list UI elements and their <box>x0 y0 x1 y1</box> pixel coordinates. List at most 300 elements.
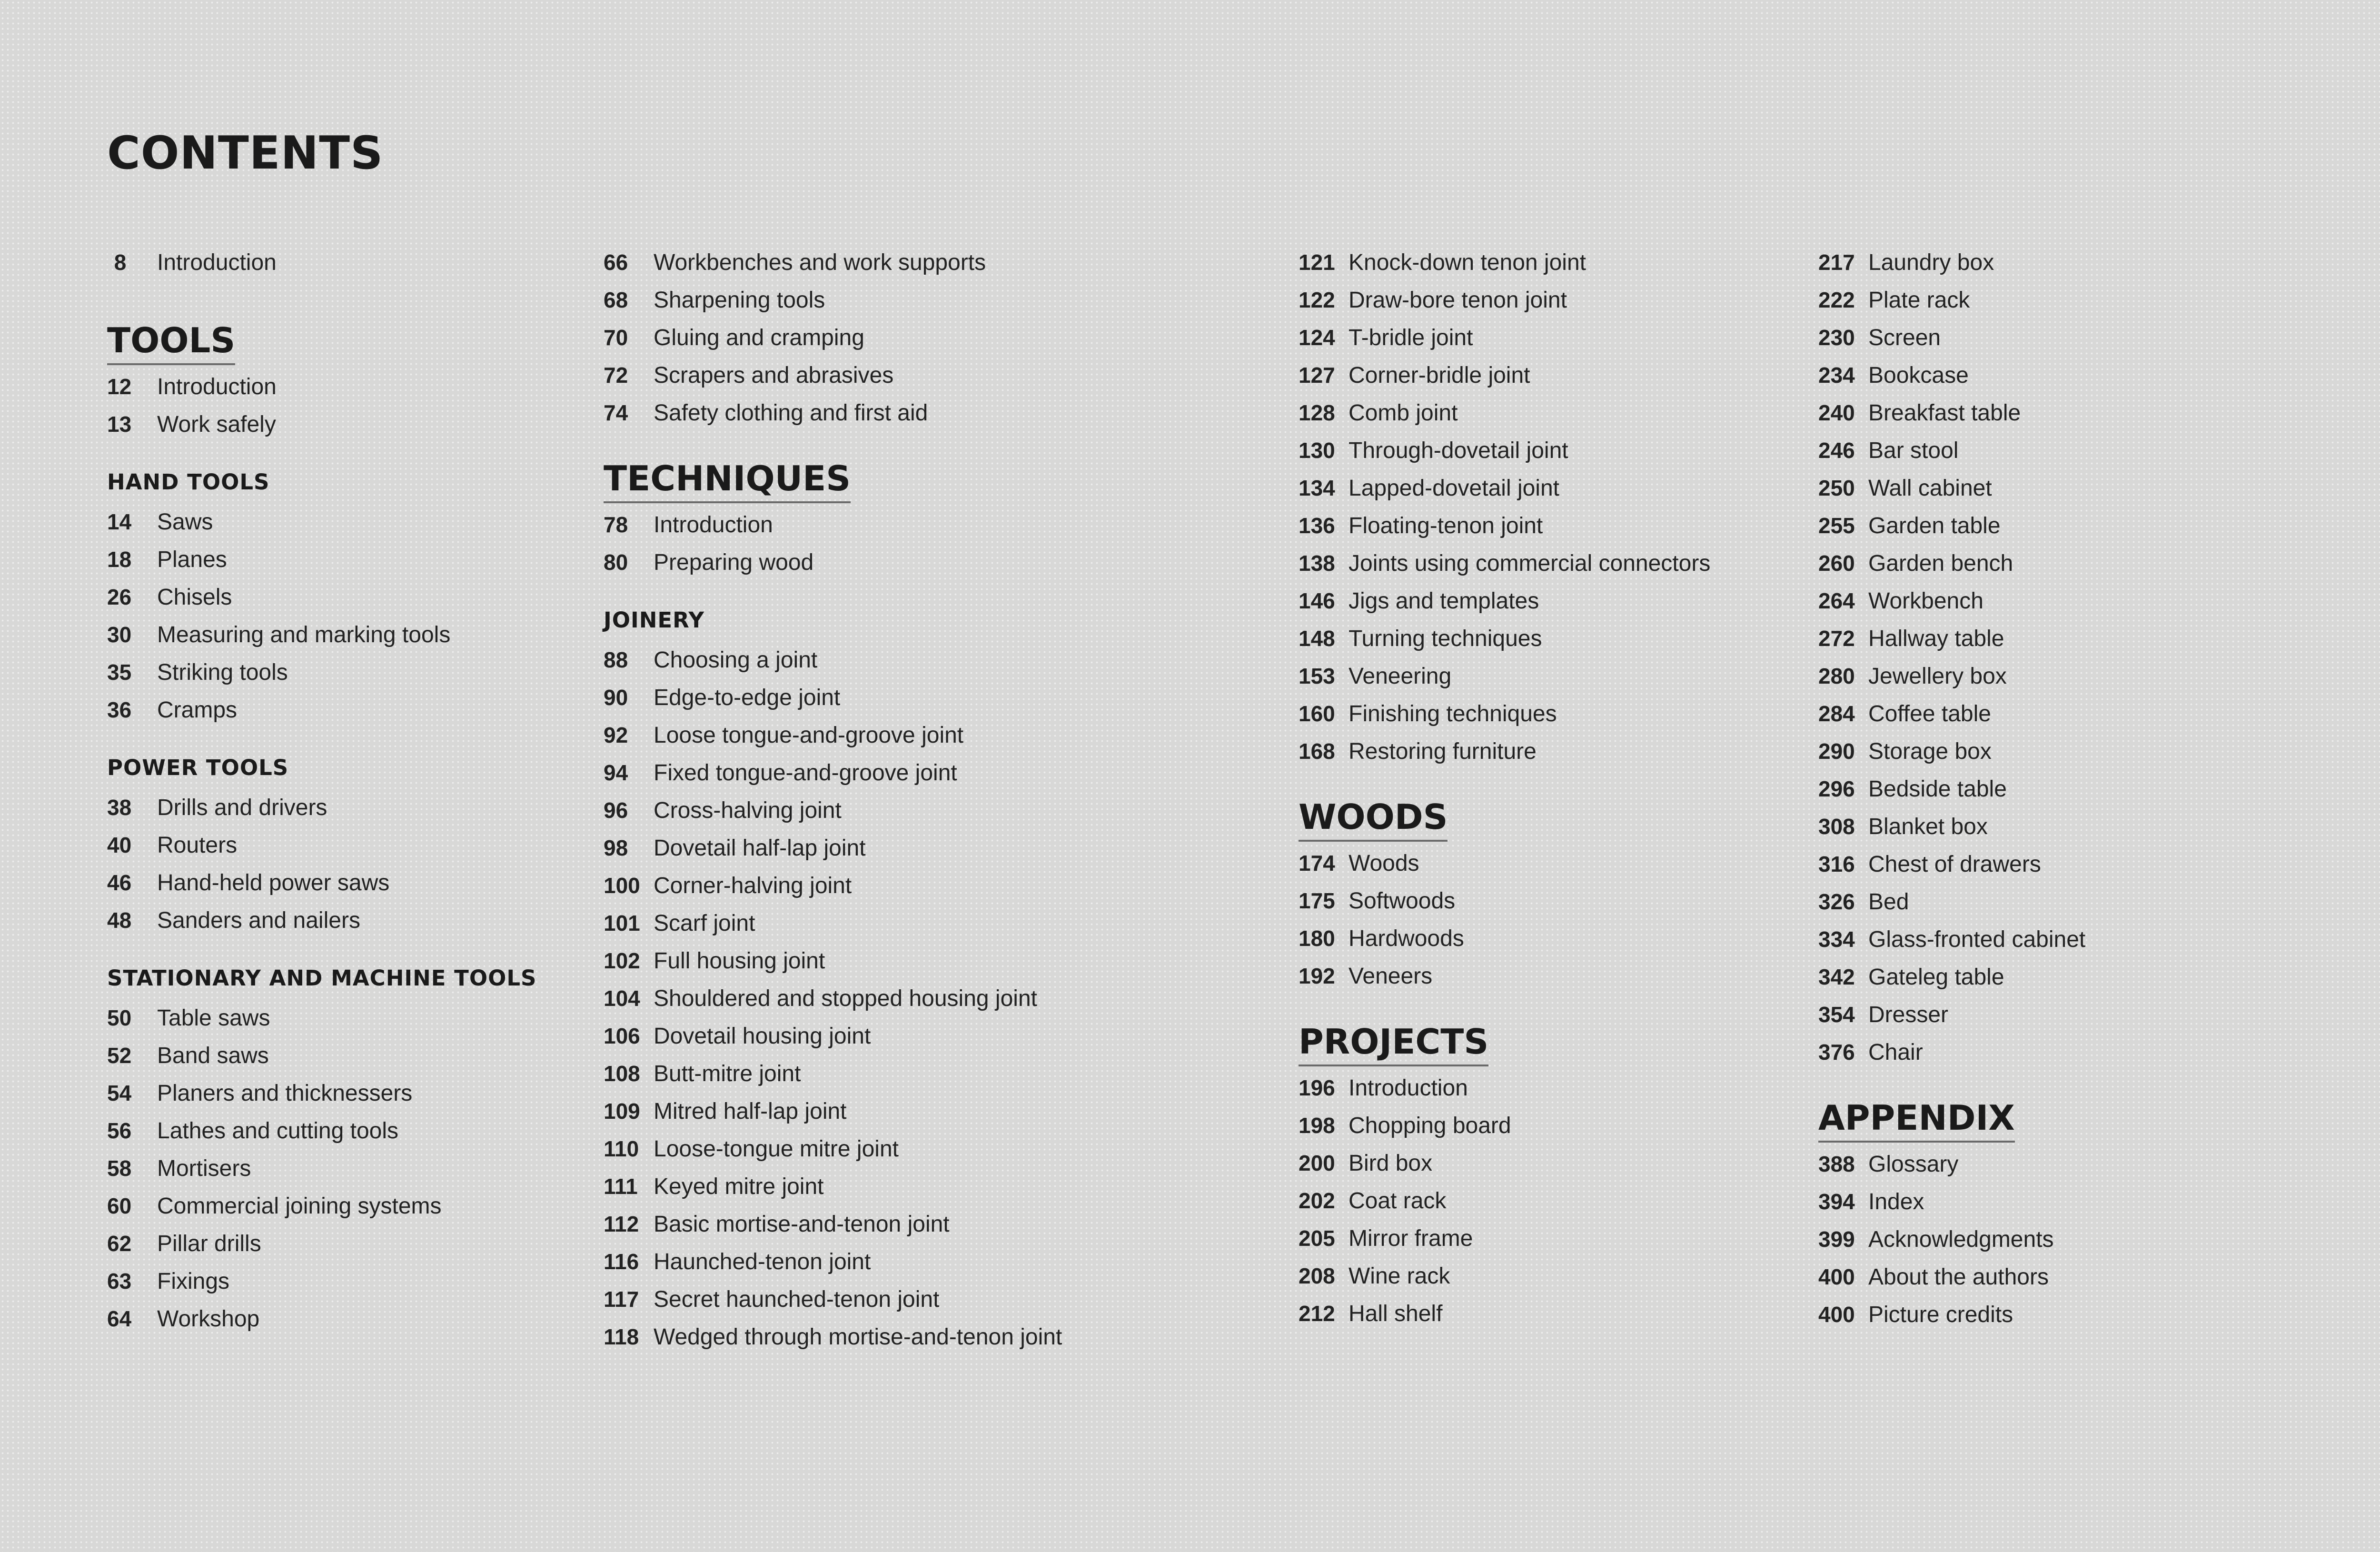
page-number: 121 <box>1299 250 1335 275</box>
page-number: 101 <box>604 911 640 935</box>
entry-title: Pillar drills <box>157 1231 261 1256</box>
page-number: 255 <box>1818 513 1855 538</box>
toc-entry[interactable] <box>604 244 1062 281</box>
page-number: 64 <box>107 1306 132 1331</box>
subsection-heading-stationary-machine-tools: STATIONARY AND MACHINE TOOLS <box>107 965 537 991</box>
page-number: 117 <box>604 1287 639 1312</box>
toc-entry[interactable] <box>1299 920 1710 957</box>
entry-title: Fixed tongue-and-groove joint <box>654 760 957 786</box>
page-number: 230 <box>1818 325 1855 350</box>
page-number: 40 <box>107 833 132 857</box>
toc-entry[interactable] <box>1299 582 1710 620</box>
toc-entry[interactable] <box>107 789 536 826</box>
entry-title: Chopping board <box>1349 1113 1511 1138</box>
entry-title: T-bridle joint <box>1349 325 1473 350</box>
page-number: 316 <box>1818 852 1855 876</box>
entry-title: Bedside table <box>1868 776 2007 802</box>
page-number: 272 <box>1818 626 1855 651</box>
entry-title: Joints using commercial connectors <box>1349 551 1711 576</box>
page-number: 60 <box>107 1194 132 1218</box>
toc-entry[interactable] <box>604 1243 1062 1281</box>
page-number: 110 <box>604 1136 639 1161</box>
toc-entry[interactable] <box>1818 432 2085 469</box>
page-number: 202 <box>1299 1188 1335 1213</box>
page-number: 14 <box>107 509 132 534</box>
toc-entry[interactable] <box>107 1150 536 1187</box>
toc-entry[interactable] <box>604 980 1062 1017</box>
page-number: 394 <box>1818 1189 1855 1214</box>
page-number: 175 <box>1299 888 1335 913</box>
page-number: 388 <box>1818 1152 1855 1176</box>
toc-entry[interactable] <box>1299 1107 1710 1144</box>
page-number: 90 <box>604 685 628 710</box>
toc-entry[interactable] <box>604 679 1062 716</box>
section-heading-tools: TOOLS <box>107 318 235 365</box>
entry-title: Garden table <box>1868 513 2001 538</box>
toc-entry[interactable] <box>107 1263 536 1300</box>
toc-entry[interactable] <box>604 716 1062 754</box>
page-number: 400 <box>1818 1264 1855 1289</box>
toc-entry[interactable] <box>1818 1296 2085 1333</box>
page-number: 160 <box>1299 701 1335 726</box>
entry-title: Finishing techniques <box>1349 701 1557 726</box>
entry-title: Coat rack <box>1349 1188 1447 1214</box>
page-number: 94 <box>604 760 628 785</box>
toc-entry[interactable] <box>1818 883 2085 921</box>
entry-title: Jewellery box <box>1868 664 2007 689</box>
entry-title: Introduction <box>654 512 773 537</box>
entry-title: Lapped-dovetail joint <box>1349 476 1559 501</box>
toc-column-3 <box>1299 244 1710 1333</box>
subsection-heading-power-tools: POWER TOOLS <box>107 755 289 780</box>
toc-entry[interactable] <box>604 754 1062 792</box>
toc-entry[interactable] <box>107 1225 536 1263</box>
entry-title: Saws <box>157 509 213 535</box>
entry-title: Softwoods <box>1349 888 1456 914</box>
toc-entry[interactable] <box>1818 657 2085 695</box>
page-number: 200 <box>1299 1151 1335 1175</box>
page-number: 400 <box>1818 1302 1855 1327</box>
page-number: 116 <box>604 1249 639 1274</box>
page-number: 326 <box>1818 889 1855 914</box>
page-number: 280 <box>1818 664 1855 688</box>
toc-entry[interactable] <box>1299 1069 1710 1107</box>
page-number: 96 <box>604 798 628 823</box>
page-number: 334 <box>1818 927 1855 952</box>
entry-title: About the authors <box>1868 1264 2049 1290</box>
entry-title: Index <box>1868 1189 1924 1214</box>
toc-entry[interactable] <box>604 905 1062 942</box>
toc-entry[interactable] <box>1818 1145 2085 1183</box>
page-number: 72 <box>604 363 628 388</box>
section-heading-projects: PROJECTS <box>1299 1020 1488 1066</box>
entry-title: Garden bench <box>1868 551 2013 576</box>
toc-entry[interactable] <box>604 1281 1062 1318</box>
page-number: 54 <box>107 1081 132 1105</box>
toc-entry[interactable] <box>1299 620 1710 657</box>
entry-title: Hall shelf <box>1349 1301 1443 1326</box>
toc-entry[interactable] <box>1299 469 1710 507</box>
entry-title: Secret haunched-tenon joint <box>654 1287 940 1312</box>
page-number: 92 <box>604 723 628 747</box>
subsection-heading-joinery: JOINERY <box>604 607 704 633</box>
toc-entry[interactable] <box>1818 281 2085 319</box>
page-number: 104 <box>604 986 640 1011</box>
page-number: 354 <box>1818 1002 1855 1027</box>
page-number: 240 <box>1818 400 1855 425</box>
toc-entry[interactable] <box>604 829 1062 867</box>
page-number: 38 <box>107 795 132 820</box>
toc-entry[interactable] <box>1818 846 2085 883</box>
entry-title: Edge-to-edge joint <box>654 685 841 710</box>
entry-title: Measuring and marking tools <box>157 622 451 647</box>
entry-title: Comb joint <box>1349 400 1458 426</box>
toc-entry[interactable] <box>107 999 536 1037</box>
entry-title: Sanders and nailers <box>157 908 360 933</box>
page-number: 74 <box>604 400 628 425</box>
toc-entry[interactable] <box>1818 695 2085 733</box>
toc-column-4 <box>1818 244 2085 1333</box>
page-number: 106 <box>604 1024 640 1048</box>
toc-entry[interactable] <box>107 654 536 691</box>
toc-entry[interactable] <box>604 544 1062 581</box>
entry-title: Introduction <box>157 250 277 275</box>
entry-title: Draw-bore tenon joint <box>1349 288 1567 313</box>
toc-entry[interactable] <box>107 902 536 939</box>
entry-title: Band saws <box>157 1043 269 1068</box>
entry-title: Basic mortise-and-tenon joint <box>654 1212 950 1237</box>
toc-entry[interactable] <box>107 406 536 443</box>
page-number: 290 <box>1818 739 1855 764</box>
page-number: 146 <box>1299 588 1335 613</box>
page-number: 212 <box>1299 1301 1335 1326</box>
entry-title: Chest of drawers <box>1868 852 2041 877</box>
toc-entry[interactable] <box>1299 394 1710 432</box>
entry-title: Screen <box>1868 325 1941 350</box>
toc-entry[interactable] <box>1299 695 1710 733</box>
toc-entry[interactable] <box>107 1037 536 1074</box>
page-number: 234 <box>1818 363 1855 388</box>
toc-entry[interactable] <box>604 942 1062 980</box>
toc-entry[interactable] <box>1818 545 2085 582</box>
entry-title: Corner-halving joint <box>654 873 852 898</box>
entry-title: Mortisers <box>157 1156 251 1181</box>
toc-entry[interactable] <box>107 1187 536 1225</box>
toc-entry[interactable] <box>604 506 1062 544</box>
toc-entry[interactable] <box>1818 357 2085 394</box>
entry-title: Cramps <box>157 697 238 723</box>
page-number: 260 <box>1818 551 1855 576</box>
page-number: 198 <box>1299 1113 1335 1138</box>
page-number: 192 <box>1299 964 1335 988</box>
toc-entry[interactable] <box>1299 957 1710 995</box>
toc-entry[interactable] <box>604 1318 1062 1356</box>
entry-title: Glass-fronted cabinet <box>1868 927 2086 952</box>
entry-title: Bookcase <box>1868 363 1969 388</box>
entry-title: Choosing a joint <box>654 647 818 673</box>
entry-title: Cross-halving joint <box>654 798 842 823</box>
page-number: 174 <box>1299 851 1335 875</box>
entry-title: Dovetail housing joint <box>654 1024 871 1049</box>
page-number: 56 <box>107 1118 132 1143</box>
page-number: 100 <box>604 873 640 898</box>
page-number: 130 <box>1299 438 1335 463</box>
entry-title: Dovetail half-lap joint <box>654 836 866 861</box>
entry-title: Loose tongue-and-groove joint <box>654 723 964 748</box>
toc-entry[interactable] <box>604 1205 1062 1243</box>
page-number: 148 <box>1299 626 1335 651</box>
page-number: 36 <box>107 697 132 722</box>
entry-title: Workbench <box>1868 588 1983 614</box>
entry-title: Breakfast table <box>1868 400 2021 426</box>
page-number: 168 <box>1299 739 1335 764</box>
entry-title: Wall cabinet <box>1868 476 1992 501</box>
entry-title: Work safely <box>157 412 276 437</box>
entry-title: Drills and drivers <box>157 795 327 820</box>
toc-entry[interactable] <box>604 1017 1062 1055</box>
entry-title: Haunched-tenon joint <box>654 1249 871 1274</box>
page-number: 88 <box>604 647 628 672</box>
page-number: 70 <box>604 325 628 350</box>
toc-entry[interactable] <box>1299 845 1710 882</box>
toc-entry[interactable] <box>107 691 536 729</box>
toc-entry[interactable] <box>604 1168 1062 1205</box>
page-number: 284 <box>1818 701 1855 726</box>
page-number: 12 <box>107 374 132 399</box>
page-number: 122 <box>1299 288 1335 312</box>
entry-title: Keyed mitre joint <box>654 1174 824 1199</box>
entry-title: Bird box <box>1349 1151 1433 1176</box>
toc-entry[interactable] <box>107 616 536 654</box>
entry-title: Scrapers and abrasives <box>654 363 894 388</box>
toc-entry[interactable] <box>1818 1183 2085 1221</box>
toc-entry[interactable] <box>1299 281 1710 319</box>
toc-entry[interactable] <box>1299 1220 1710 1257</box>
toc-entry[interactable] <box>1299 507 1710 545</box>
toc-entry[interactable] <box>1299 882 1710 920</box>
page-number: 217 <box>1818 250 1855 275</box>
toc-entry[interactable] <box>604 319 1062 357</box>
entry-title: Through-dovetail joint <box>1349 438 1568 463</box>
entry-title: Laundry box <box>1868 250 1994 275</box>
page-number: 196 <box>1299 1075 1335 1100</box>
page-number: 78 <box>604 512 628 537</box>
toc-entry[interactable] <box>604 281 1062 319</box>
toc-entry[interactable] <box>1299 1257 1710 1295</box>
toc-entry[interactable] <box>1818 1258 2085 1296</box>
toc-entry[interactable] <box>1818 394 2085 432</box>
page-number: 118 <box>604 1324 639 1349</box>
page-number: 308 <box>1818 814 1855 839</box>
page-number: 50 <box>107 1005 132 1030</box>
entry-title: Planers and thicknessers <box>157 1081 413 1106</box>
toc-entry[interactable] <box>1299 1182 1710 1220</box>
entry-title: Coffee table <box>1868 701 1991 726</box>
toc-entry[interactable] <box>604 1130 1062 1168</box>
page-number: 124 <box>1299 325 1335 350</box>
page-number: 68 <box>604 288 628 312</box>
toc-entry[interactable] <box>1818 921 2085 958</box>
entry-title: Dresser <box>1868 1002 1949 1027</box>
page-number: 58 <box>107 1156 132 1181</box>
section-heading-woods: WOODS <box>1299 795 1448 842</box>
entry-title: Scarf joint <box>654 911 755 936</box>
toc-entry[interactable] <box>1299 733 1710 770</box>
toc-entry[interactable] <box>1818 996 2085 1034</box>
page-number: 52 <box>107 1043 132 1068</box>
toc-entry[interactable] <box>1818 1034 2085 1071</box>
entry-title: Hardwoods <box>1349 926 1464 951</box>
page-number: 296 <box>1818 776 1855 801</box>
toc-entry[interactable] <box>107 864 536 902</box>
toc-entry[interactable] <box>1299 357 1710 394</box>
entry-title: Veneering <box>1349 664 1452 689</box>
entry-title: Introduction <box>157 374 277 399</box>
entry-title: Fixings <box>157 1269 230 1294</box>
toc-entry[interactable] <box>1818 244 2085 281</box>
toc-entry[interactable] <box>1818 507 2085 545</box>
entry-title: Chair <box>1868 1040 1923 1065</box>
toc-entry[interactable] <box>107 368 536 406</box>
page-number: 63 <box>107 1269 132 1293</box>
page-number: 222 <box>1818 288 1855 312</box>
toc-entry[interactable] <box>1818 770 2085 808</box>
entry-title: Jigs and templates <box>1349 588 1539 614</box>
entry-title: Floating-tenon joint <box>1349 513 1543 538</box>
toc-entry[interactable] <box>604 1093 1062 1130</box>
page-number: 376 <box>1818 1040 1855 1065</box>
toc-entry[interactable] <box>107 1300 536 1338</box>
page-number: 128 <box>1299 400 1335 425</box>
page-number: 109 <box>604 1099 640 1124</box>
entry-title: Plate rack <box>1868 288 1970 313</box>
page-number: 8 <box>114 250 127 275</box>
page-number: 66 <box>604 250 628 275</box>
toc-entry[interactable] <box>1299 319 1710 357</box>
entry-title: Blanket box <box>1868 814 1988 839</box>
entry-title: Introduction <box>1349 1075 1468 1101</box>
entry-title: Mitred half-lap joint <box>654 1099 847 1124</box>
toc-entry[interactable] <box>1299 545 1710 582</box>
entry-title: Storage box <box>1868 739 1992 764</box>
entry-title: Picture credits <box>1868 1302 2013 1327</box>
toc-entry[interactable] <box>107 1074 536 1112</box>
page-number: 98 <box>604 836 628 860</box>
page-number: 246 <box>1818 438 1855 463</box>
entry-title: Workbenches and work supports <box>654 250 986 275</box>
entry-title: Turning techniques <box>1349 626 1542 651</box>
page-number: 399 <box>1818 1227 1855 1252</box>
toc-entry[interactable] <box>1299 432 1710 469</box>
entry-title: Commercial joining systems <box>157 1194 442 1219</box>
entry-title: Veneers <box>1349 964 1433 989</box>
toc-entry[interactable] <box>1818 469 2085 507</box>
toc-column-1 <box>107 244 536 1338</box>
toc-entry[interactable] <box>1299 1144 1710 1182</box>
toc-entry[interactable] <box>1818 620 2085 657</box>
toc-entry[interactable] <box>604 641 1062 679</box>
toc-entry[interactable] <box>604 867 1062 905</box>
entry-title: Glossary <box>1868 1152 1959 1177</box>
page-number: 80 <box>604 550 628 575</box>
entry-title: Butt-mitre joint <box>654 1061 801 1086</box>
page-number: 205 <box>1299 1226 1335 1251</box>
page-number: 264 <box>1818 588 1855 613</box>
page-number: 127 <box>1299 363 1335 388</box>
toc-entry[interactable] <box>604 357 1062 394</box>
page-number: 48 <box>107 908 132 933</box>
toc-entry[interactable] <box>107 1112 536 1150</box>
toc-entry[interactable] <box>107 503 536 541</box>
entry-title: Sharpening tools <box>654 288 825 313</box>
entry-title: Bed <box>1868 889 1909 915</box>
toc-entry[interactable] <box>1299 1295 1710 1333</box>
entry-title: Bar stool <box>1868 438 1959 463</box>
page-number: 62 <box>107 1231 132 1256</box>
toc-entry[interactable] <box>107 244 536 281</box>
page-number: 13 <box>107 412 132 437</box>
toc-entry[interactable] <box>1818 733 2085 770</box>
toc-entry[interactable] <box>1818 958 2085 996</box>
toc-entry[interactable] <box>107 826 536 864</box>
toc-entry[interactable] <box>107 541 536 578</box>
page-number: 136 <box>1299 513 1335 538</box>
entry-title: Woods <box>1349 851 1419 876</box>
page-number: 112 <box>604 1212 639 1236</box>
entry-title: Gateleg table <box>1868 965 2004 990</box>
toc-entry[interactable] <box>604 1055 1062 1093</box>
page-number: 180 <box>1299 926 1335 951</box>
toc-entry[interactable] <box>604 792 1062 829</box>
toc-column-2 <box>604 244 1062 1356</box>
entry-title: Shouldered and stopped housing joint <box>654 986 1037 1011</box>
entry-title: Hand-held power saws <box>157 870 390 895</box>
entry-title: Workshop <box>157 1306 260 1332</box>
entry-title: Mirror frame <box>1349 1226 1473 1251</box>
entry-title: Chisels <box>157 585 232 610</box>
page-number: 153 <box>1299 664 1335 688</box>
toc-entry[interactable] <box>1299 657 1710 695</box>
entry-title: Lathes and cutting tools <box>157 1118 399 1144</box>
page-number: 102 <box>604 948 640 973</box>
toc-entry[interactable] <box>1299 244 1710 281</box>
entry-title: Striking tools <box>157 660 288 685</box>
toc-entry[interactable] <box>1818 319 2085 357</box>
entry-title: Corner-bridle joint <box>1349 363 1530 388</box>
entry-title: Routers <box>157 833 238 858</box>
page-number: 108 <box>604 1061 640 1086</box>
page-number: 208 <box>1299 1263 1335 1288</box>
toc-entry[interactable] <box>1818 808 2085 846</box>
entry-title: Knock-down tenon joint <box>1349 250 1586 275</box>
page-number: 35 <box>107 660 132 685</box>
entry-title: Planes <box>157 547 227 572</box>
entry-title: Loose-tongue mitre joint <box>654 1136 899 1162</box>
entry-title: Acknowledgments <box>1868 1227 2054 1252</box>
entry-title: Wine rack <box>1349 1263 1450 1289</box>
toc-entry[interactable] <box>1818 582 2085 620</box>
entry-title: Gluing and cramping <box>654 325 864 350</box>
page-number: 134 <box>1299 476 1335 500</box>
page-number: 26 <box>107 585 132 609</box>
toc-entry[interactable] <box>1818 1221 2085 1258</box>
subsection-heading-hand-tools: HAND TOOLS <box>107 469 270 495</box>
page-number: 250 <box>1818 476 1855 500</box>
page-number: 30 <box>107 622 132 647</box>
toc-entry[interactable] <box>107 578 536 616</box>
page-number: 111 <box>604 1174 638 1199</box>
toc-entry[interactable] <box>604 394 1062 432</box>
